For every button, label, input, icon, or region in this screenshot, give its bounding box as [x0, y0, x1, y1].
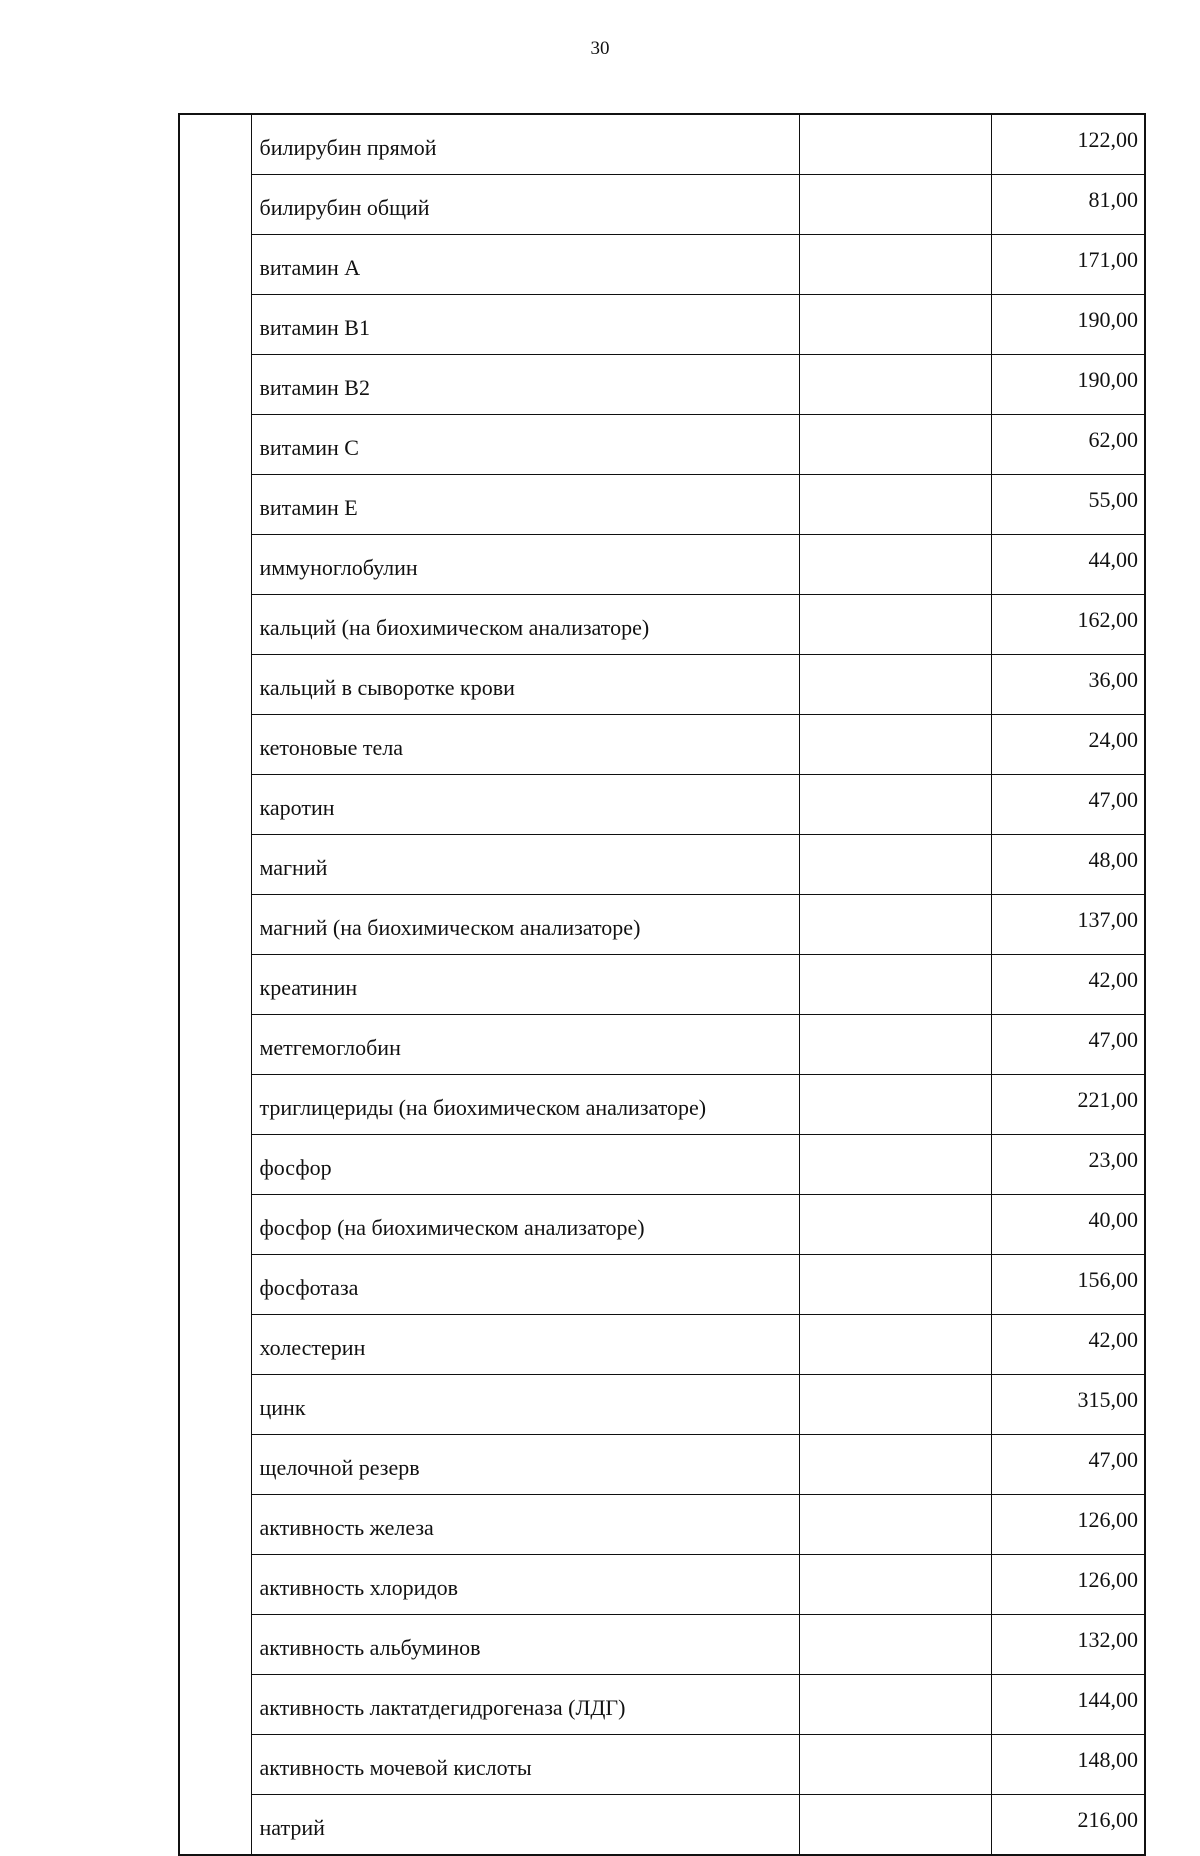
analysis-name: каротин	[251, 775, 799, 835]
blank-cell	[799, 1795, 991, 1856]
price-cell: 137,00	[991, 895, 1145, 955]
blank-cell	[799, 775, 991, 835]
price-cell: 47,00	[991, 775, 1145, 835]
analysis-name: фосфор	[251, 1135, 799, 1195]
price-table	[178, 113, 1146, 1856]
table-row	[179, 655, 1145, 715]
blank-cell	[799, 475, 991, 535]
price-cell: 42,00	[991, 955, 1145, 1015]
analysis-name: активность железа	[251, 1495, 799, 1555]
blank-cell	[799, 175, 991, 235]
analysis-name: кальций в сыворотке крови	[251, 655, 799, 715]
price-cell: 62,00	[991, 415, 1145, 475]
analysis-name: метгемоглобин	[251, 1015, 799, 1075]
blank-cell	[799, 1615, 991, 1675]
analysis-name: кетоновые тела	[251, 715, 799, 775]
analysis-name: активность мочевой кислоты	[251, 1735, 799, 1795]
price-cell: 126,00	[991, 1555, 1145, 1615]
blank-cell	[799, 715, 991, 775]
analysis-name: витамин С	[251, 415, 799, 475]
price-cell: 132,00	[991, 1615, 1145, 1675]
analysis-name: холестерин	[251, 1315, 799, 1375]
table-row	[179, 1555, 1145, 1615]
blank-cell	[799, 1495, 991, 1555]
blank-cell	[799, 1195, 991, 1255]
left-blank-column	[179, 114, 251, 1855]
table-row	[179, 1075, 1145, 1135]
price-cell: 221,00	[991, 1075, 1145, 1135]
analysis-name: билирубин прямой	[251, 114, 799, 175]
blank-cell	[799, 1075, 991, 1135]
blank-cell	[799, 1435, 991, 1495]
table-row	[179, 355, 1145, 415]
table-row	[179, 114, 1145, 175]
table-row	[179, 1255, 1145, 1315]
price-cell: 47,00	[991, 1435, 1145, 1495]
analysis-name: активность лактатдегидрогеназа (ЛДГ)	[251, 1675, 799, 1735]
page-number: 30	[590, 38, 610, 59]
analysis-name: магний (на биохимическом анализаторе)	[251, 895, 799, 955]
blank-cell	[799, 114, 991, 175]
table-row	[179, 295, 1145, 355]
price-cell: 48,00	[991, 835, 1145, 895]
table-row	[179, 535, 1145, 595]
table-row	[179, 1375, 1145, 1435]
analysis-name: креатинин	[251, 955, 799, 1015]
price-cell: 122,00	[991, 114, 1145, 175]
table-row	[179, 1735, 1145, 1795]
analysis-name: витамин Е	[251, 475, 799, 535]
table-row	[179, 775, 1145, 835]
blank-cell	[799, 1015, 991, 1075]
analysis-name: активность хлоридов	[251, 1555, 799, 1615]
price-cell: 162,00	[991, 595, 1145, 655]
table-row	[179, 235, 1145, 295]
blank-cell	[799, 655, 991, 715]
table-row	[179, 475, 1145, 535]
price-cell: 156,00	[991, 1255, 1145, 1315]
blank-cell	[799, 535, 991, 595]
price-cell: 126,00	[991, 1495, 1145, 1555]
blank-cell	[799, 955, 991, 1015]
blank-cell	[799, 835, 991, 895]
table-row	[179, 1315, 1145, 1375]
blank-cell	[799, 1675, 991, 1735]
table-row	[179, 595, 1145, 655]
blank-cell	[799, 295, 991, 355]
blank-cell	[799, 1135, 991, 1195]
table-body	[179, 114, 1145, 1855]
table-row	[179, 835, 1145, 895]
price-cell: 81,00	[991, 175, 1145, 235]
blank-cell	[799, 1735, 991, 1795]
blank-cell	[799, 1255, 991, 1315]
blank-cell	[799, 355, 991, 415]
price-cell: 44,00	[991, 535, 1145, 595]
analysis-name: магний	[251, 835, 799, 895]
price-cell: 144,00	[991, 1675, 1145, 1735]
analysis-name: кальций (на биохимическом анализаторе)	[251, 595, 799, 655]
table-row	[179, 1135, 1145, 1195]
table-row	[179, 955, 1145, 1015]
table-row	[179, 415, 1145, 475]
blank-cell	[799, 235, 991, 295]
blank-cell	[799, 415, 991, 475]
table-row	[179, 175, 1145, 235]
table-row	[179, 1435, 1145, 1495]
price-cell: 42,00	[991, 1315, 1145, 1375]
blank-cell	[799, 1375, 991, 1435]
blank-cell	[799, 1555, 991, 1615]
table-row	[179, 715, 1145, 775]
analysis-name: цинк	[251, 1375, 799, 1435]
price-cell: 148,00	[991, 1735, 1145, 1795]
table-row	[179, 1675, 1145, 1735]
table-row	[179, 1615, 1145, 1675]
analysis-name: витамин В1	[251, 295, 799, 355]
blank-cell	[799, 1315, 991, 1375]
table-row	[179, 1495, 1145, 1555]
price-cell: 315,00	[991, 1375, 1145, 1435]
price-cell: 24,00	[991, 715, 1145, 775]
blank-cell	[799, 895, 991, 955]
price-cell: 47,00	[991, 1015, 1145, 1075]
analysis-name: витамин А	[251, 235, 799, 295]
table-row	[179, 1195, 1145, 1255]
blank-cell	[799, 595, 991, 655]
price-cell: 23,00	[991, 1135, 1145, 1195]
price-cell: 171,00	[991, 235, 1145, 295]
analysis-name: активность альбуминов	[251, 1615, 799, 1675]
analysis-name: щелочной резерв	[251, 1435, 799, 1495]
analysis-name: иммуноглобулин	[251, 535, 799, 595]
analysis-name: триглицериды (на биохимическом анализаторе)	[251, 1075, 799, 1135]
price-cell: 55,00	[991, 475, 1145, 535]
table-row	[179, 1795, 1145, 1856]
analysis-name: билирубин общий	[251, 175, 799, 235]
analysis-name: фосфор (на биохимическом анализаторе)	[251, 1195, 799, 1255]
table-row	[179, 1015, 1145, 1075]
price-cell: 216,00	[991, 1795, 1145, 1856]
table-row	[179, 895, 1145, 955]
price-cell: 40,00	[991, 1195, 1145, 1255]
analysis-name: фосфотаза	[251, 1255, 799, 1315]
price-cell: 36,00	[991, 655, 1145, 715]
analysis-name: натрий	[251, 1795, 799, 1856]
price-cell: 190,00	[991, 355, 1145, 415]
price-cell: 190,00	[991, 295, 1145, 355]
analysis-name: витамин В2	[251, 355, 799, 415]
